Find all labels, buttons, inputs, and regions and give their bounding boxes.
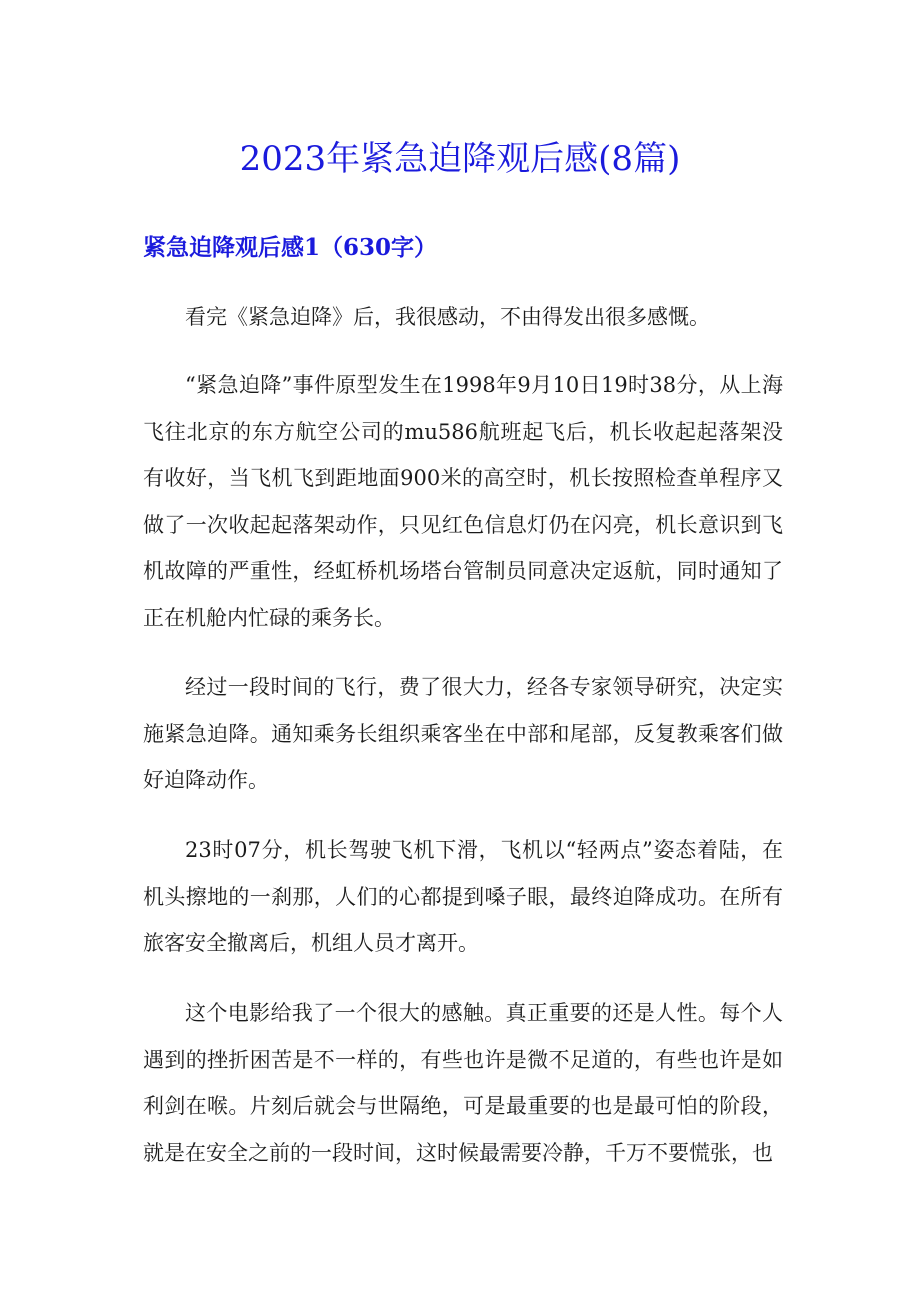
section-title: 紧急迫降观后感1（630字） <box>143 234 438 261</box>
paragraph: “紧急迫降”事件原型发生在1998年9月10日19时38分，从上海飞往北京的东方航空公司的mu586航班起飞后，机长收起起落架没有收好，当飞机飞到距地面900米的高空时，机长按照检查单程序又做了一次收起起落架动作，只见红色信息灯仍在闪亮，机长意识到飞机故障的严重性，经虹桥机场塔台管制员同意决定返航，同时通知了正在机舱内忙碌的乘务长。 <box>143 373 783 630</box>
paragraph: 23时07分，机长驾驶飞机下滑，飞机以“轻两点”姿态着陆，在机头擦地的一刹那，人们的心都提到嗓子眼，最终迫降成功。在所有旅客安全撤离后，机组人员才离开。 <box>143 838 783 955</box>
paragraph: 看完《紧急迫降》后，我很感动，不由得发出很多感慨。 <box>185 305 710 329</box>
paragraph: 经过一段时间的飞行，费了很大力，经各专家领导研究，决定实施紧急迫降。通知乘务长组织乘客坐在中部和尾部，反复教乘客们做好迫降动作。 <box>143 675 783 792</box>
document-title: 2023年紧急迫降观后感(8篇) <box>239 139 681 179</box>
paragraph: 这个电影给我了一个很大的感触。真正重要的还是人性。每个人遇到的挫折困苦是不一样的，有些也许是微不足道的，有些也许是如利剑在喉。片刻后就会与世隔绝，可是最重要的也是最可怕的阶段，就是在安全之前的一段时间，这时候最需要冷静，千万不要慌张，也 <box>143 1001 783 1165</box>
